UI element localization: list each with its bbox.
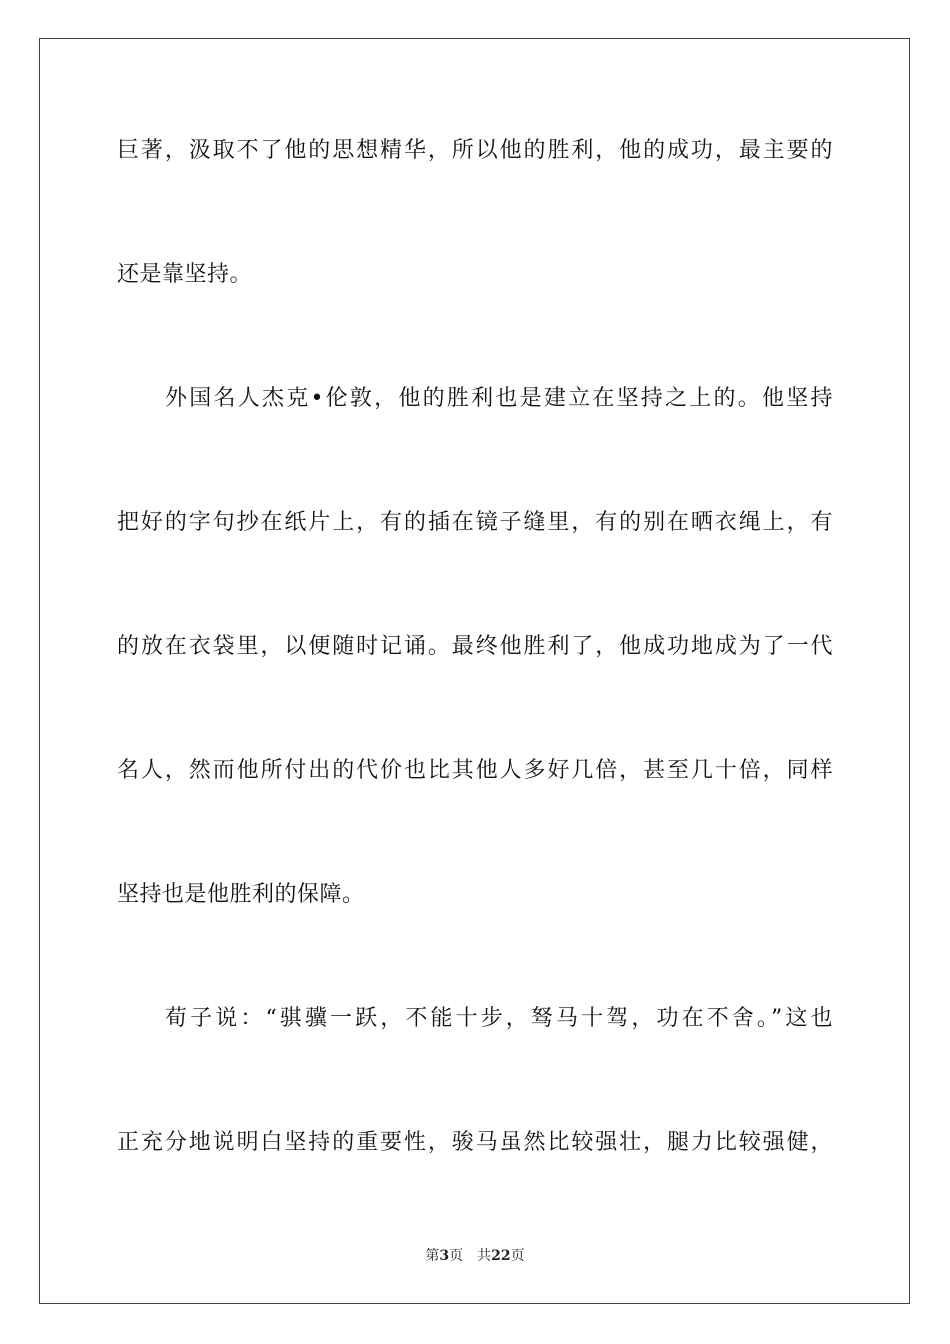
footer-page-prefix: 第 <box>425 1248 440 1264</box>
text-line-6: 名人，然而他所付出的代价也比其他人多好几倍，甚至几十倍，同样 <box>117 758 833 783</box>
page-footer <box>0 1246 950 1266</box>
text-line-9: 正充分地说明白坚持的重要性，骏马虽然比较强壮，腿力比较强健， <box>117 1130 833 1155</box>
footer-total-prefix: 共 <box>477 1248 492 1264</box>
footer-page-number: 3 <box>439 1248 450 1264</box>
footer-total-number: 22 <box>491 1248 511 1264</box>
text-line-1: 巨著，汲取不了他的思想精华，所以他的胜利，他的成功，最主要的 <box>117 138 833 163</box>
text-line-4: 把好的字句抄在纸片上，有的插在镜子缝里，有的别在晒衣绳上，有 <box>117 510 833 535</box>
text-line-2: 还是靠坚持。 <box>117 262 253 287</box>
text-line-3: 外国名人杰克•伦敦，他的胜利也是建立在坚持之上的。他坚持 <box>165 386 833 411</box>
footer-total-suffix: 页 <box>510 1248 525 1264</box>
page-frame <box>39 38 910 1304</box>
text-line-8: 荀子说：“骐骥一跃，不能十步，驽马十驾，功在不舍。”这也 <box>165 1006 833 1031</box>
text-line-7: 坚持也是他胜利的保障。 <box>117 882 365 907</box>
footer-page-suffix: 页 <box>449 1248 464 1264</box>
text-line-5: 的放在衣袋里，以便随时记诵。最终他胜利了，他成功地成为了一代 <box>117 634 833 659</box>
